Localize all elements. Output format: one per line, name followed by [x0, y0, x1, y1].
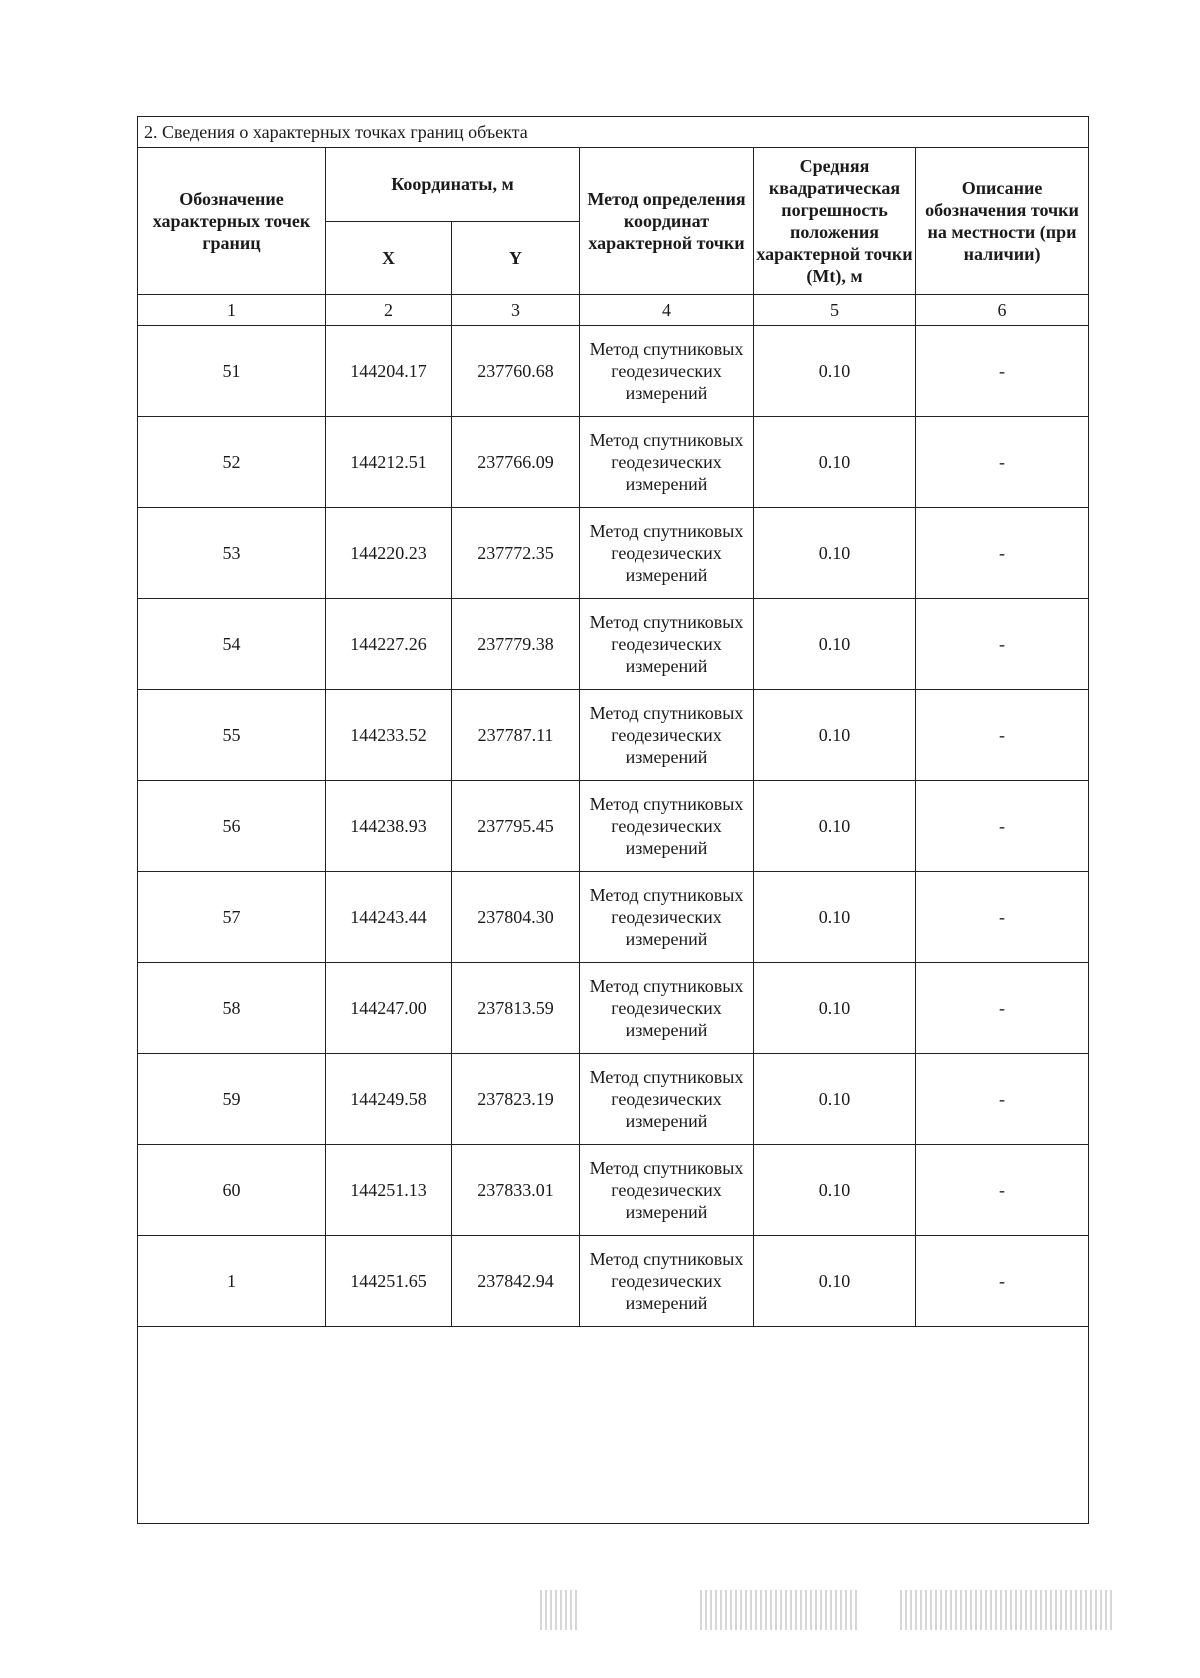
- scan-artifact: [900, 1590, 1115, 1630]
- column-number: 3: [452, 295, 580, 326]
- point-designation-cell: 55: [138, 690, 326, 781]
- table-row: [138, 508, 1089, 599]
- column-number: 5: [754, 295, 916, 326]
- coordinate-x-cell: 144251.13: [326, 1145, 452, 1236]
- section-title: 2. Сведения о характерных точках границ объекта: [138, 117, 1089, 148]
- coordinate-x-cell: 144204.17: [326, 326, 452, 417]
- method-cell: Метод спутниковых геодезических измерений: [580, 417, 754, 508]
- mean-square-error-cell: 0.10: [754, 326, 916, 417]
- scan-artifact: [700, 1590, 860, 1630]
- point-designation-cell: 56: [138, 781, 326, 872]
- header-row: [138, 148, 1089, 222]
- mean-square-error-cell: 0.10: [754, 872, 916, 963]
- point-designation-cell: 59: [138, 1054, 326, 1145]
- table-row: [138, 963, 1089, 1054]
- mean-square-error-cell: 0.10: [754, 1236, 916, 1327]
- coordinate-x-cell: 144247.00: [326, 963, 452, 1054]
- boundary-points-table: [137, 116, 1089, 1524]
- header-y: Y: [452, 221, 580, 295]
- point-designation-cell: 52: [138, 417, 326, 508]
- column-number: 6: [916, 295, 1089, 326]
- method-cell: Метод спутниковых геодезических измерений: [580, 1054, 754, 1145]
- table-row: [138, 781, 1089, 872]
- point-description-cell: -: [916, 326, 1089, 417]
- coordinate-y-cell: 237766.09: [452, 417, 580, 508]
- table-row: [138, 417, 1089, 508]
- point-description-cell: -: [916, 1145, 1089, 1236]
- point-designation-cell: 51: [138, 326, 326, 417]
- mean-square-error-cell: 0.10: [754, 963, 916, 1054]
- coordinate-x-cell: 144220.23: [326, 508, 452, 599]
- header-point-designation: Обозначение характерных точек границ: [138, 148, 326, 295]
- coordinate-y-cell: 237804.30: [452, 872, 580, 963]
- point-description-cell: -: [916, 963, 1089, 1054]
- point-designation-cell: 53: [138, 508, 326, 599]
- point-designation-cell: 60: [138, 1145, 326, 1236]
- coordinate-x-cell: 144251.65: [326, 1236, 452, 1327]
- coordinate-x-cell: 144212.51: [326, 417, 452, 508]
- table-row: [138, 872, 1089, 963]
- empty-area: [138, 1327, 1089, 1524]
- point-designation-cell: 1: [138, 1236, 326, 1327]
- coordinate-y-cell: 237833.01: [452, 1145, 580, 1236]
- method-cell: Метод спутниковых геодезических измерений: [580, 690, 754, 781]
- point-description-cell: -: [916, 599, 1089, 690]
- header-point-description: Описание обозначения точки на местности (при наличии): [916, 148, 1089, 295]
- method-cell: Метод спутниковых геодезических измерений: [580, 963, 754, 1054]
- mean-square-error-cell: 0.10: [754, 690, 916, 781]
- mean-square-error-cell: 0.10: [754, 417, 916, 508]
- scan-artifact: [540, 1590, 580, 1630]
- coordinate-y-cell: 237787.11: [452, 690, 580, 781]
- coordinate-x-cell: 144233.52: [326, 690, 452, 781]
- table-row: [138, 1236, 1089, 1327]
- mean-square-error-cell: 0.10: [754, 508, 916, 599]
- mean-square-error-cell: 0.10: [754, 1145, 916, 1236]
- coordinate-x-cell: 144243.44: [326, 872, 452, 963]
- coordinate-y-cell: 237795.45: [452, 781, 580, 872]
- method-cell: Метод спутниковых геодезических измерений: [580, 599, 754, 690]
- mean-square-error-cell: 0.10: [754, 599, 916, 690]
- coordinate-y-cell: 237813.59: [452, 963, 580, 1054]
- table-row: [138, 1054, 1089, 1145]
- coordinate-y-cell: 237760.68: [452, 326, 580, 417]
- table-row: [138, 1145, 1089, 1236]
- coordinate-x-cell: 144249.58: [326, 1054, 452, 1145]
- header-coordinates: Координаты, м: [326, 148, 580, 222]
- method-cell: Метод спутниковых геодезических измерений: [580, 1236, 754, 1327]
- column-number: 2: [326, 295, 452, 326]
- point-description-cell: -: [916, 1054, 1089, 1145]
- coordinate-y-cell: 237779.38: [452, 599, 580, 690]
- coordinate-y-cell: 237842.94: [452, 1236, 580, 1327]
- method-cell: Метод спутниковых геодезических измерений: [580, 872, 754, 963]
- table-row: [138, 599, 1089, 690]
- header-method: Метод определения координат характерной точки: [580, 148, 754, 295]
- coordinate-y-cell: 237823.19: [452, 1054, 580, 1145]
- point-description-cell: -: [916, 781, 1089, 872]
- point-designation-cell: 57: [138, 872, 326, 963]
- mean-square-error-cell: 0.10: [754, 1054, 916, 1145]
- coordinate-x-cell: 144227.26: [326, 599, 452, 690]
- table-body: [138, 326, 1089, 1327]
- header-x: X: [326, 221, 452, 295]
- coordinate-x-cell: 144238.93: [326, 781, 452, 872]
- method-cell: Метод спутниковых геодезических измерений: [580, 781, 754, 872]
- column-number: 4: [580, 295, 754, 326]
- table-row: [138, 326, 1089, 417]
- table-row: [138, 690, 1089, 781]
- coordinate-y-cell: 237772.35: [452, 508, 580, 599]
- column-number-row: [138, 295, 1089, 326]
- point-designation-cell: 54: [138, 599, 326, 690]
- section-title-row: [138, 117, 1089, 148]
- mean-square-error-cell: 0.10: [754, 781, 916, 872]
- point-description-cell: -: [916, 690, 1089, 781]
- method-cell: Метод спутниковых геодезических измерений: [580, 1145, 754, 1236]
- point-description-cell: -: [916, 872, 1089, 963]
- empty-area-row: [138, 1327, 1089, 1524]
- point-description-cell: -: [916, 1236, 1089, 1327]
- point-designation-cell: 58: [138, 963, 326, 1054]
- method-cell: Метод спутниковых геодезических измерений: [580, 508, 754, 599]
- header-mean-square-error: Средняя квадратическая погрешность положения характерной точки (Mt), м: [754, 148, 916, 295]
- point-description-cell: -: [916, 508, 1089, 599]
- method-cell: Метод спутниковых геодезических измерений: [580, 326, 754, 417]
- column-number: 1: [138, 295, 326, 326]
- point-description-cell: -: [916, 417, 1089, 508]
